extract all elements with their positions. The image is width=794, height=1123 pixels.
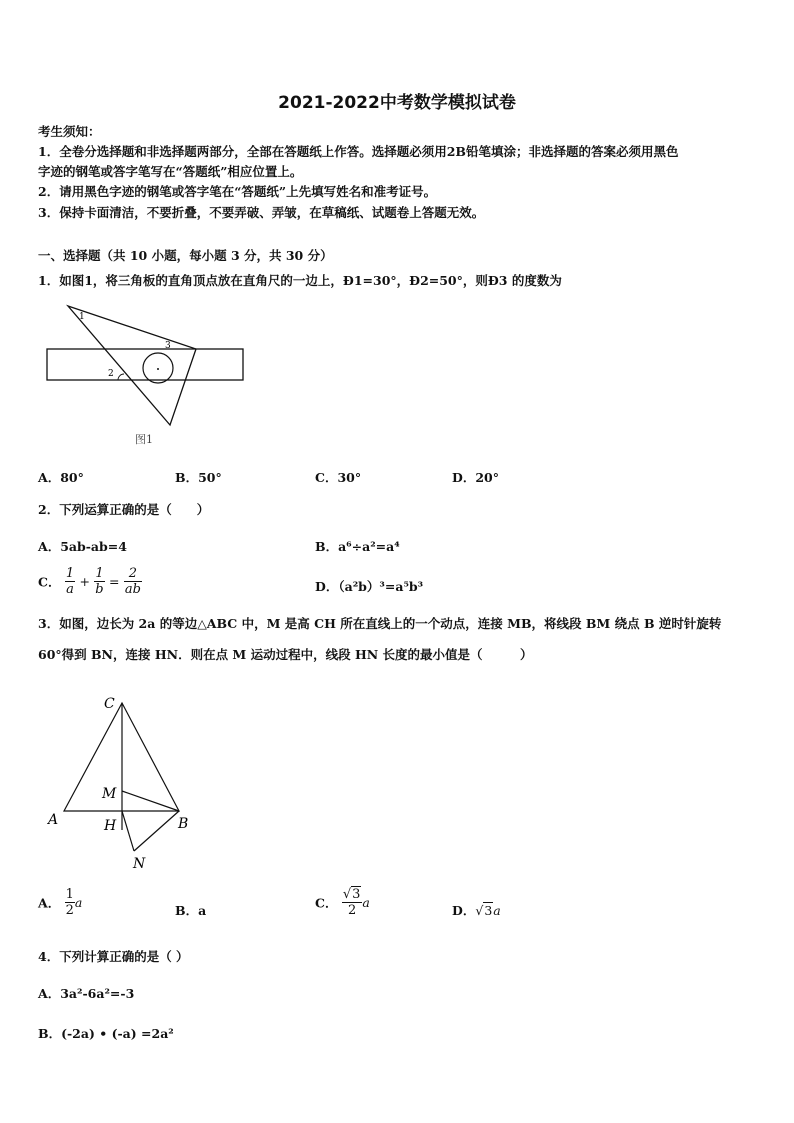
plus-sign: + [79, 574, 90, 589]
q1-stem: 1．如图1，将三角板的直角顶点放在直角尺的一边上，Ð1=30°，Ð2=50°，则Ð3 的度数为 [38, 273, 562, 288]
q2-option-d: D．（a²b）³=a⁵b³ [315, 579, 424, 594]
q2-c-fraction-3 [124, 566, 142, 597]
q4-stem: 4．下列计算正确的是（ ） [38, 949, 189, 964]
q3-figure [40, 690, 210, 875]
variable-a: a [493, 903, 501, 918]
q2-stem: 2．下列运算正确的是（ ） [38, 502, 210, 517]
fraction-denominator: 2 [65, 903, 74, 918]
fraction-numerator: 1 [65, 887, 74, 902]
q4-option-a: A．3a²-6a²=-3 [38, 986, 135, 1001]
point-label-m: M [102, 786, 117, 802]
fraction-numerator: 2 [124, 566, 142, 582]
q4-option-b: B．(-2a) • (-a) =2a² [38, 1026, 174, 1041]
angle-2-arc [118, 374, 124, 380]
q3-option-d-label: D． [452, 903, 476, 918]
notice-item-1-line-1: 1．全卷分选择题和非选择题两部分，全部在答题纸上作答。选择题必须用2B铅笔填涂；非选择题的答案必须用黑色 [38, 144, 679, 159]
fraction-denominator: ab [124, 582, 141, 597]
page-title: 2021-2022中考数学模拟试卷 [278, 93, 516, 113]
q1-option-b: B．50° [175, 470, 222, 485]
section-heading: 一、选择题（共 10 小题，每小题 3 分，共 30 分） [38, 248, 333, 263]
q3-option-b: B．a [175, 903, 207, 918]
fraction-denominator: a [66, 582, 74, 597]
equals-sign: = [108, 574, 120, 589]
circle-center-dot [157, 368, 159, 370]
angle-label-2: 2 [108, 369, 114, 379]
q3-option-c [315, 887, 370, 918]
segment-bn-line [134, 811, 179, 851]
triangle-board-shape [68, 306, 196, 425]
q1-option-a: A．80° [38, 470, 84, 485]
q1-option-d: D．20° [452, 470, 499, 485]
notice-item-1-line-2: 字迹的钢笔或答字笔写在“答题纸”相应位置上。 [38, 164, 303, 179]
q2-option-c [38, 566, 142, 597]
q3-stem-line-2: 60°得到 BN，连接 HN．则在点 M 运动过程中，线段 HN 长度的最小值是（ ） [38, 647, 533, 662]
notice-heading: 考生须知： [38, 124, 101, 139]
q2-c-fraction-2 [94, 566, 104, 597]
square-root: √3 [475, 903, 493, 918]
figure-caption: 图1 [135, 433, 153, 446]
q3-option-a-label: A． [38, 895, 61, 911]
q3-a-fraction [65, 887, 75, 918]
fraction-denominator: b [95, 582, 104, 597]
point-label-a: A [48, 812, 59, 828]
radicand: 3 [352, 887, 361, 902]
angle-label-1: 1 [79, 312, 85, 322]
notice-item-3: 3．保持卡面清洁，不要折叠，不要弄破、弄皱，在草稿纸、试题卷上答题无效。 [38, 205, 485, 220]
q2-option-a: A．5ab-ab=4 [38, 539, 127, 554]
q3-option-d [452, 901, 501, 919]
fraction-denominator: 2 [347, 903, 357, 918]
point-label-b: B [178, 816, 189, 832]
q2-option-b: B．a⁶÷a²=a⁴ [315, 539, 400, 554]
variable-a: a [362, 895, 370, 910]
q1-option-c: C．30° [315, 470, 362, 485]
point-label-h: H [104, 818, 117, 834]
segment-hn-line [122, 811, 134, 851]
q3-option-a [38, 887, 82, 918]
q2-option-c-label: C． [38, 574, 61, 590]
fraction-numerator: √3 [342, 887, 361, 902]
fraction-numerator: 1 [65, 566, 75, 581]
q2-c-fraction-1 [65, 566, 75, 597]
q3-c-fraction [342, 887, 363, 918]
radicand: 3 [484, 903, 493, 918]
variable-a: a [74, 895, 83, 910]
fraction-numerator: 1 [95, 566, 104, 581]
angle-label-3: 3 [165, 341, 171, 351]
q3-option-c-label: C． [315, 895, 338, 911]
q3-stem-line-1: 3．如图，边长为 2a 的等边△ABC 中，M 是高 CH 所在直线上的一个动点，连接 MB，将线段 BM 绕点 B 逆时针旋转 [38, 616, 722, 631]
q1-figure [40, 300, 255, 450]
point-label-n: N [133, 856, 146, 872]
point-label-c: C [104, 696, 115, 712]
notice-item-2: 2．请用黑色字迹的钢笔或答字笔在“答题纸”上先填写姓名和准考证号。 [38, 184, 437, 199]
